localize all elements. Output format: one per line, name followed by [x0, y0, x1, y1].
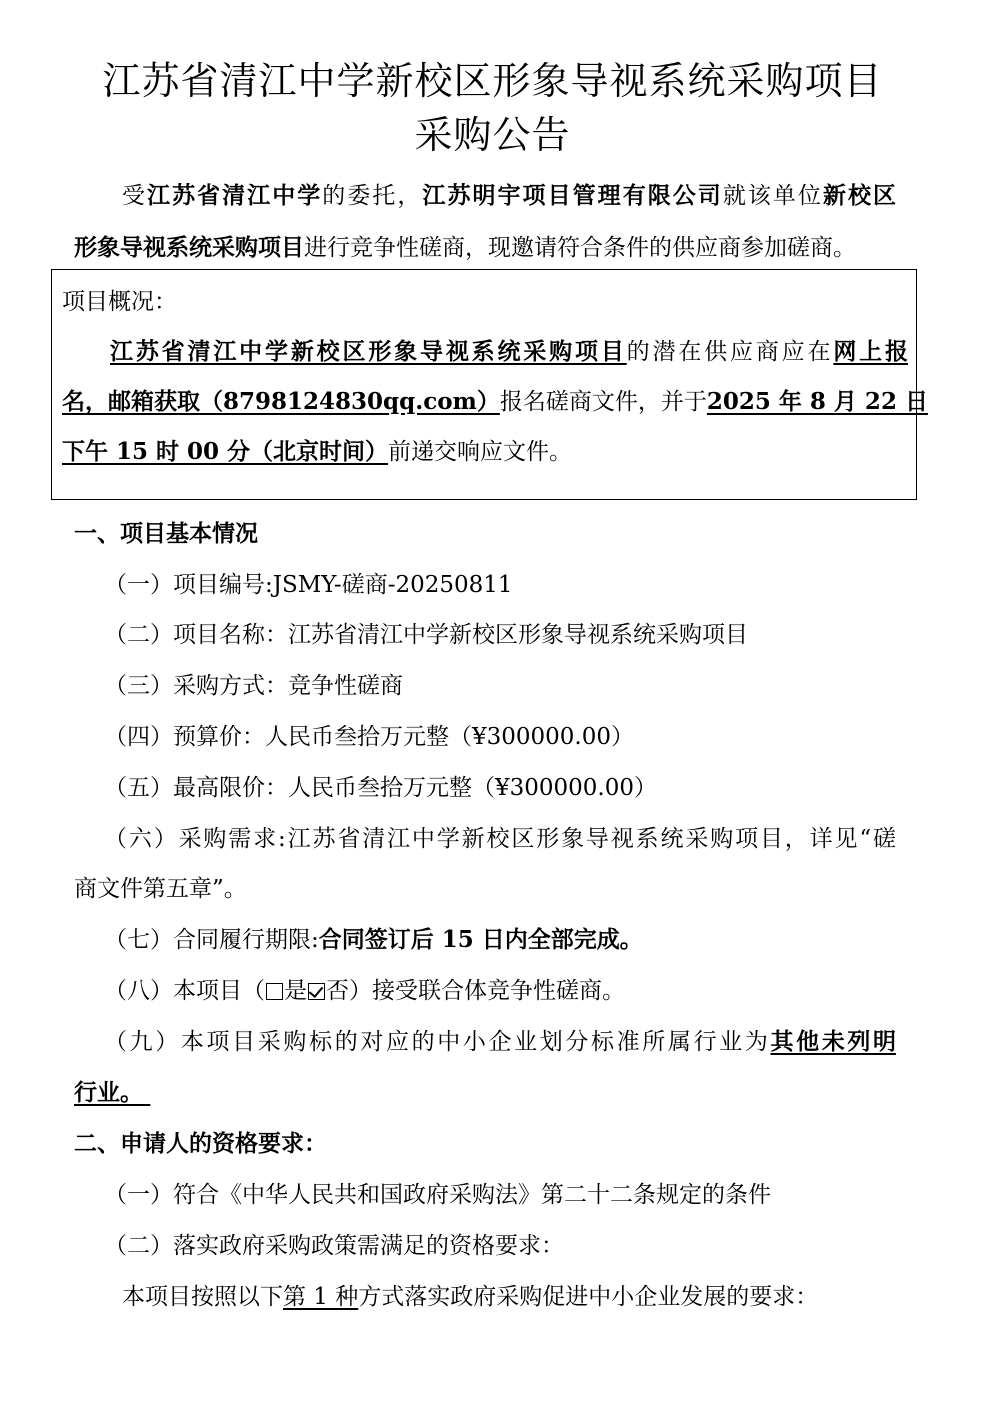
section1-item2: （二）项目名称：江苏省清江中学新校区形象导视系统采购项目: [104, 622, 748, 648]
section2-item3: 本项目按照以下第 1 种方式落实政府采购促进中小企业发展的要求：: [122, 1284, 819, 1310]
section2-heading: 二、申请人的资格要求：: [74, 1130, 327, 1157]
overview-line1: 江苏省清江中学新校区形象导视系统采购项目的潜在供应商应在网上报: [110, 338, 909, 365]
overview-line3: 下午 15 时 00 分（北京时间）前递交响应文件。: [62, 438, 573, 465]
section1-item1: （一）项目编号:JSMY-磋商-20250811: [104, 572, 513, 598]
joint-bid-no-checkbox: [308, 983, 325, 1000]
intro-line2: 形象导视系统采购项目进行竞争性磋商，现邀请符合条件的供应商参加磋商。: [74, 234, 856, 261]
intro-line1: 受江苏省清江中学的委托，江苏明宇项目管理有限公司就该单位新校区: [122, 182, 897, 209]
deadline-date: 2025 年 8 月 22 日: [706, 388, 928, 415]
registration-email: 名，邮箱获取（8798124830qq.com）: [62, 388, 500, 415]
section1-item9-line2: 行业。: [74, 1079, 143, 1106]
deadline-time: 下午 15 时 00 分（北京时间）: [62, 438, 389, 465]
section2-item1: （一）符合《中华人民共和国政府采购法》第二十二条规定的条件: [104, 1182, 771, 1208]
project-name: 形象导视系统采购项目: [74, 234, 304, 261]
section1-item9-line1: （九）本项目采购标的对应的中小企业划分标准所属行业为其他未列明: [104, 1028, 897, 1055]
overview-line2: 名，邮箱获取（8798124830qq.com）报名磋商文件，并于2025 年 8 月 22 日: [62, 388, 928, 415]
section1-item6-line2: 商文件第五章”。: [74, 876, 247, 902]
document-title-line2: 采购公告: [414, 113, 571, 157]
agency-name: 江苏明宇项目管理有限公司: [422, 182, 723, 209]
section1-item5: （五）最高限价：人民币叁拾万元整（¥300000.00）: [104, 775, 658, 801]
section1-item6-line1: （六）采购需求:江苏省清江中学新校区形象导视系统采购项目，详见“磋: [104, 826, 896, 852]
joint-bid-yes-checkbox: [266, 983, 283, 1000]
client-name: 江苏省清江中学: [147, 182, 323, 209]
section1-item4: （四）预算价：人民币叁拾万元整（¥300000.00）: [104, 724, 635, 750]
section1-item8: （八）本项目（ 是 否）接受联合体竞争性磋商。: [104, 978, 625, 1004]
section1-item7: （七）合同履行期限:合同签订后 15 日内全部完成。: [104, 926, 643, 953]
overview-heading: 项目概况：: [62, 289, 177, 315]
document-title-line1: 江苏省清江中学新校区形象导视系统采购项目: [102, 59, 883, 103]
section1-item3: （三）采购方式：竞争性磋商: [104, 673, 403, 699]
section1-heading: 一、项目基本情况: [74, 520, 258, 547]
section2-item2: （二）落实政府采购政策需满足的资格要求：: [104, 1233, 564, 1259]
